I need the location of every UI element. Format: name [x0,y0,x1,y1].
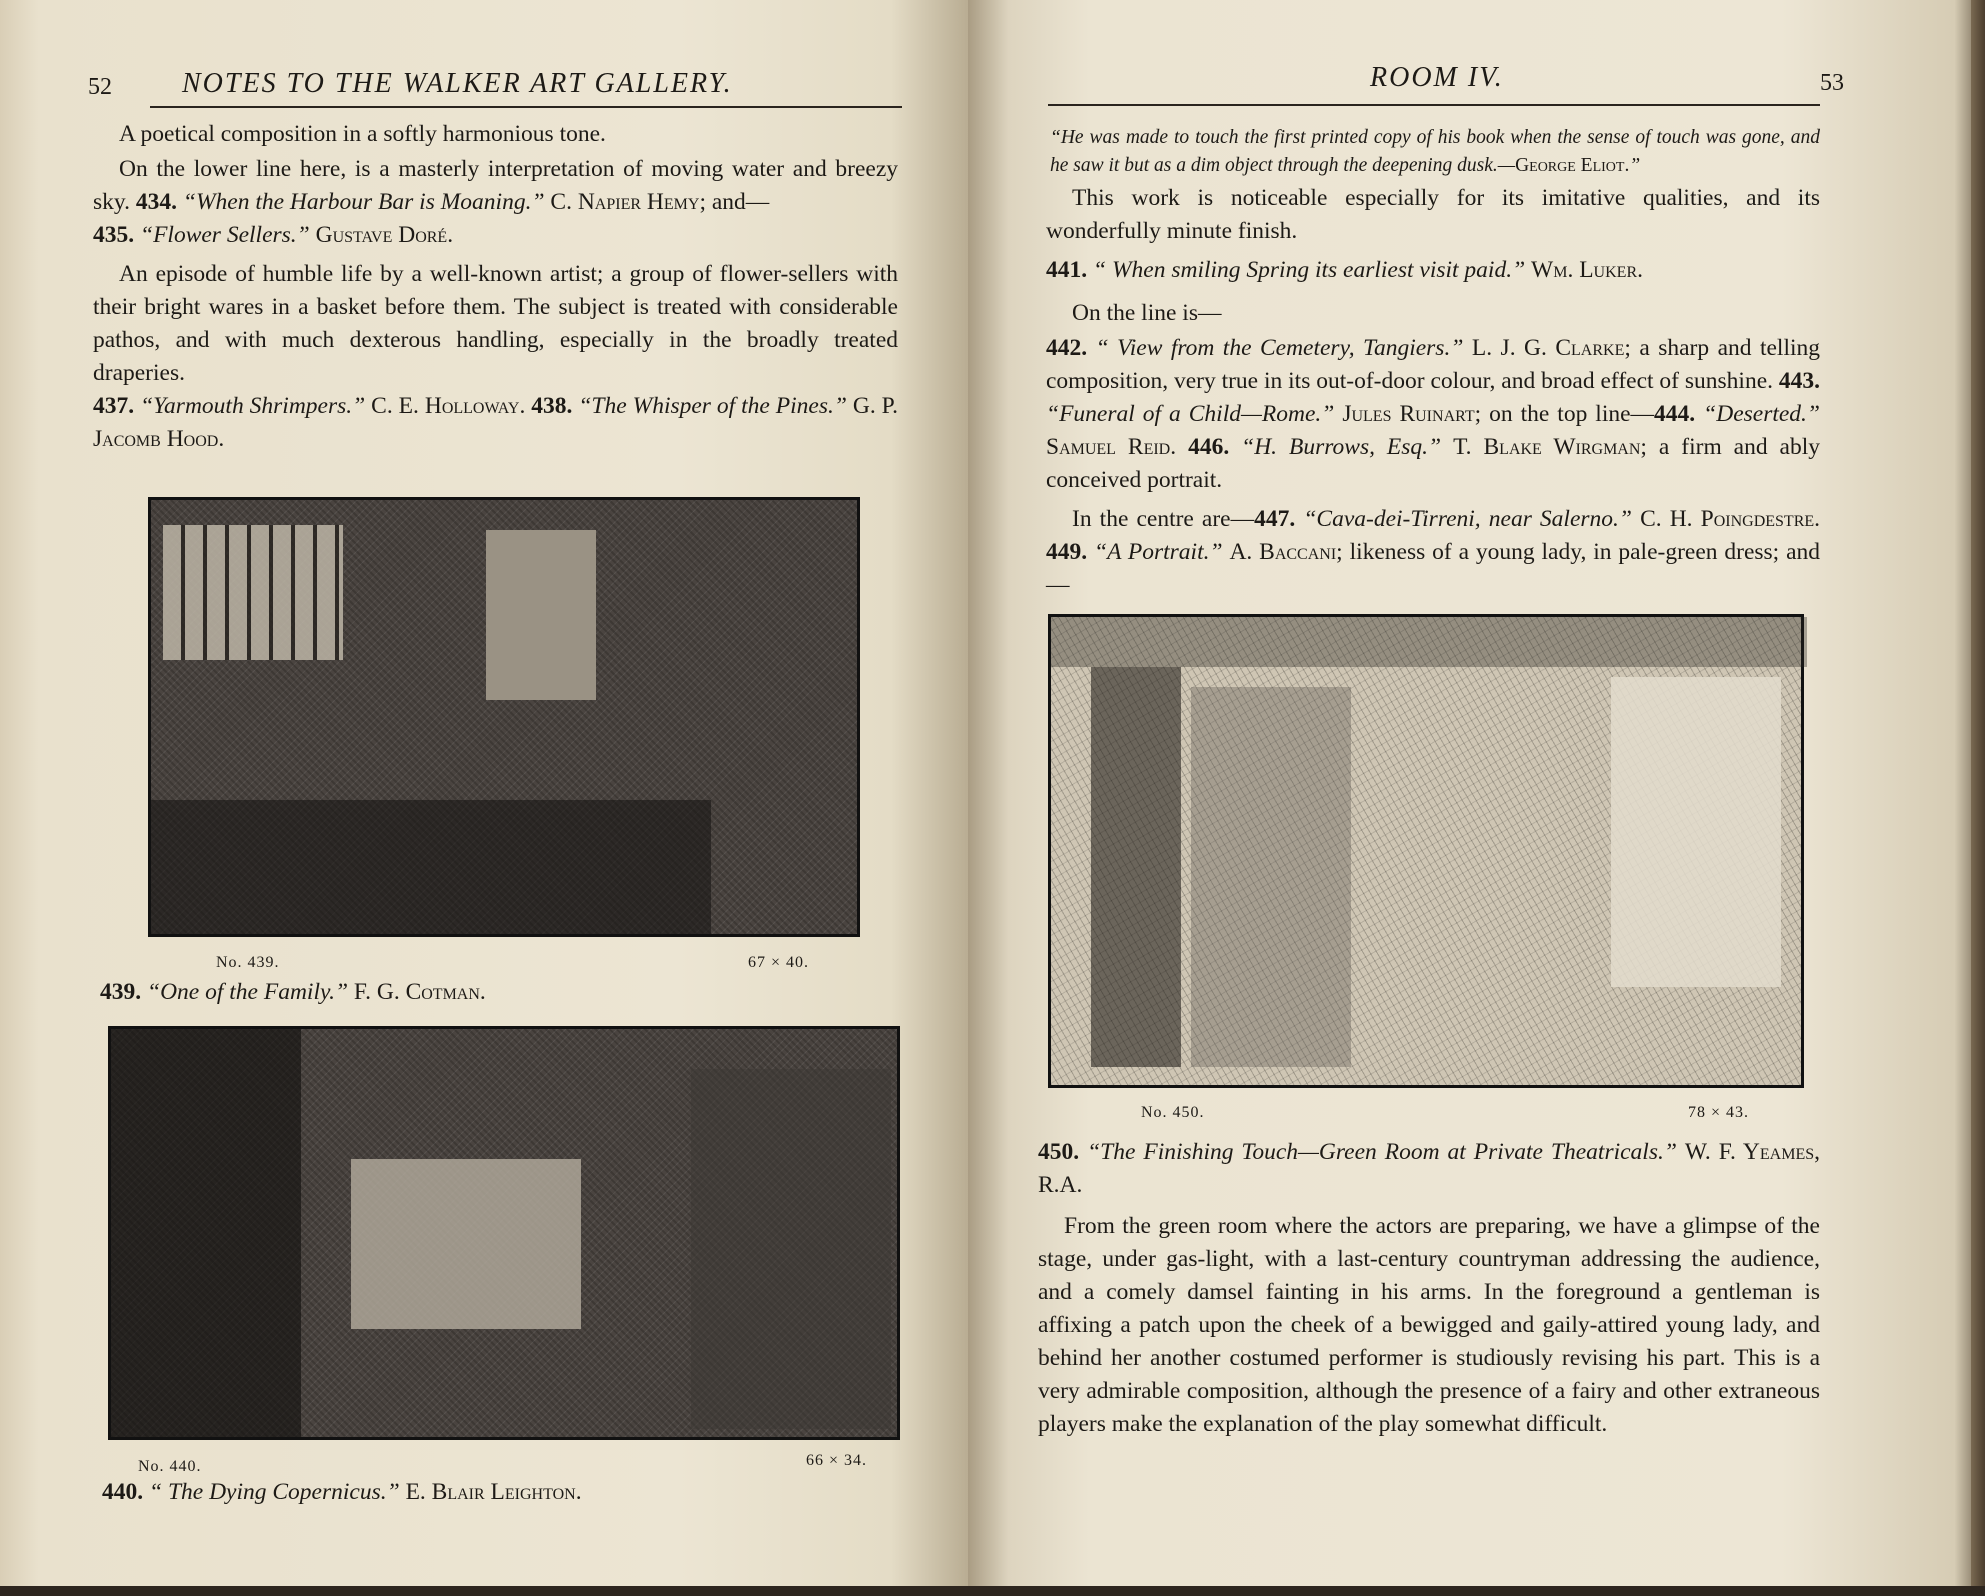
figure-dimensions: 78 × 43. [1688,1104,1750,1121]
paragraph: A poetical composition in a softly harmonious tone. [119,121,606,147]
entry-artist: C. E. Holloway. [371,393,526,419]
gentleman-figure-shape [1091,667,1181,1067]
right-text-bottom [1038,1136,1820,1441]
entry-number: 449. [1046,539,1088,565]
table-shadow-shape [151,800,711,934]
bed-shape [351,1159,581,1329]
entry-title: “ When smiling Spring its earliest visit paid.” [1093,257,1526,283]
entry-title: “The Whisper of the Pines.” [578,393,847,419]
engraving-dying-copernicus [108,1026,900,1440]
entry-number: 447. [1254,506,1296,532]
entry-artist: Jules Ruinart [1342,401,1475,427]
running-head-right: ROOM IV. [1370,62,1504,93]
page-number-left: 52 [88,74,112,100]
right-page [968,0,1985,1590]
engraving-one-of-the-family [148,497,860,937]
entry-title: “Deserted.” [1703,401,1821,427]
entry-number: 443. [1778,368,1821,394]
entry-number: 435. [93,222,135,248]
entry-title: “H. Burrows, Esq.” [1241,434,1442,460]
right-text-top [1046,182,1820,602]
lady-figure-shape [1191,687,1351,1067]
book-bottom-edge [0,1586,1985,1596]
entry-artist: Gustave Doré. [315,222,454,248]
curtain-shape [691,1069,891,1429]
entry-number: 434. [135,189,177,215]
entry-number: 444. [1654,401,1696,427]
figure-number: No. 439. [216,954,280,971]
entry-title: “Funeral of a Child—Rome.” [1046,401,1335,427]
entry-title: “When the Harbour Bar is Moaning.” [182,189,545,215]
paragraph [93,390,898,456]
figure-dimensions: 66 × 34. [806,1452,868,1469]
running-head-left: NOTES TO THE WALKER ART GALLERY. [182,68,733,99]
entry-number: 450. [1038,1139,1080,1165]
stage-opening-shape [1611,677,1781,987]
paragraph: An episode of humble life by a well-known artist; a group of flower-sellers with their bright wares in a basket before them. The subject is treated with considerable pathos, and with much dexterous handling, especially in the broadly treated draperies. [93,261,898,386]
paragraph [93,219,898,252]
entry-artist: F. G. Cotman. [353,979,486,1005]
ornate-wall-shape [1051,617,1807,667]
engraving-finishing-touch [1048,614,1804,1088]
entry-number: 441. [1046,257,1088,283]
epigraph: “He was made to touch the first printed copy of his book when the sense of touch was gone, and he saw it but as a dim object through the deepening dusk.—George Eliot.” [1050,127,1820,176]
entry-artist: G. P. Jacomb Hood. [93,393,899,452]
entry-artist: L. J. G. Clarke [1471,335,1625,361]
left-page [0,0,968,1590]
entry-number: 437. [93,393,135,419]
entry-artist: C. Napier Hemy [550,189,700,215]
entry-title: “One of the Family.” [147,979,349,1005]
paragraph: From the green room where the actors are preparing, we have a glimpse of the stage, under gas-light, with a last-century countryman addressing the audience, and a comely damsel fainting in his arms. In the foreground a gentleman is affixing a patch upon the cheek of a bewigged and gaily-attired young lady, and behind her another costumed performer is studiously revising his part. This is a very admirable composition, although the presence of a fairy and other extraneous players make the explanation of the play somewhat difficult. [1038,1213,1820,1437]
paragraph: On the lower line here, is a masterly interpretation of moving water and breezy sky. 434. “When the Harbour Bar is Moaning.” C. Napier Hemy; and— [93,156,898,215]
figure-group-shape [111,1029,301,1437]
entry-artist: C. H. Poingdestre. [1640,506,1821,532]
entry-number: 438. [531,393,573,419]
entry-artist: W. F. Yeames, R.A. [1038,1139,1821,1198]
entry-number: 442. [1046,335,1088,361]
entry-title: “The Finishing Touch—Green Room at Private Theatricals.” [1087,1139,1677,1165]
quote-author: George Eliot. [1515,155,1630,176]
figure-number: No. 450. [1141,1104,1205,1121]
figure-number: No. 440. [138,1458,202,1475]
doorway-shape [486,530,596,700]
paragraph [1046,254,1820,287]
entry-artist: Samuel Reid. [1046,434,1177,460]
paragraph [1038,1136,1820,1202]
paragraph: In the centre are—447. “Cava-dei-Tirreni, near Salerno.” C. H. Poingdestre. 449. “A Portrait.” A. Baccani; likeness of a young lady, in pale-green dress; and— [1046,506,1821,598]
paragraph: 442. “ View from the Cemetery, Tangiers.” L. J. G. Clarke; a sharp and telling composition, very true in its out-of-door colour, and broad effect of sunshine. 443. “Funeral of a Child—Rome.” Jules Ruinart; on the top line—444. “Deserted.” Samuel Reid. 446. “H. Burrows, Esq.” T. Blake Wirgman; a firm and ably conceived portrait. [1046,335,1821,493]
entry-number: 439. [100,979,142,1005]
entry-title: “Cava-dei-Tirreni, near Salerno.” [1303,506,1632,532]
entry-title: “Flower Sellers.” [140,222,310,248]
figure-dimensions: 67 × 40. [748,954,810,971]
header-rule-right [1048,104,1820,106]
caption-440 [102,1476,902,1509]
entry-number: 440. [102,1479,144,1505]
left-text-top [93,118,898,456]
entry-artist: T. Blake Wirgman [1453,434,1641,460]
page-edge [1971,0,1985,1596]
header-rule-left [150,106,902,108]
caption-439 [100,976,900,1009]
entry-artist: A. Baccani [1229,539,1337,565]
entry-title: “Yarmouth Shrimpers.” [140,393,366,419]
paragraph: This work is noticeable especially for its imitative qualities, and its wonderfully minute finish. [1046,185,1820,244]
entry-title: “A Portrait.” [1094,539,1223,565]
window-shape [163,525,343,660]
entry-number: 446. [1188,434,1230,460]
page-number-right: 53 [1820,70,1844,96]
entry-artist: E. Blair Leighton. [405,1479,582,1505]
entry-title: “ The Dying Copernicus.” [149,1479,400,1505]
entry-title: “ View from the Cemetery, Tangiers.” [1095,335,1464,361]
entry-artist: Wm. Luker. [1531,257,1643,283]
paragraph: On the line is— [1072,300,1222,326]
